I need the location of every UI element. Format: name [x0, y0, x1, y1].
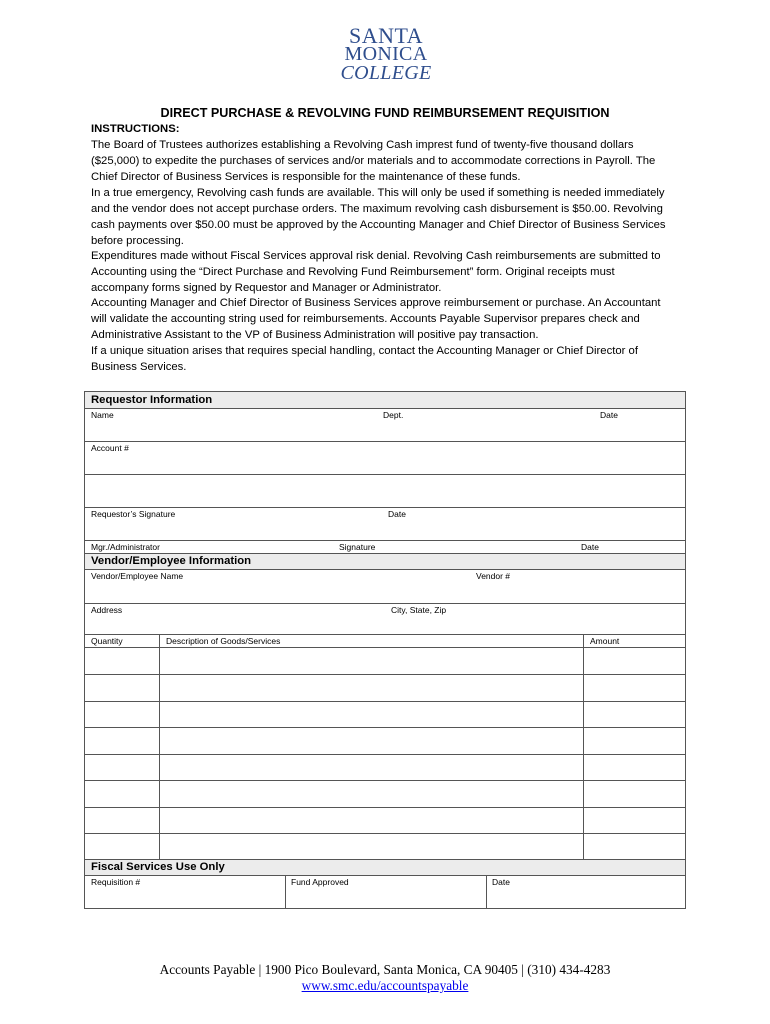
vendor-name-label: Vendor/Employee Name	[91, 571, 184, 581]
vendor-number-label: Vendor #	[476, 571, 511, 581]
instructions-paragraph-5: If a unique situation arises that requires special handling, contact the Accounting Manager or Chief Director of Business Services.	[91, 345, 638, 373]
accounts-payable-link[interactable]: www.smc.edu/accountspayable	[301, 978, 469, 993]
mgr-date-label: Date	[581, 542, 599, 552]
instructions-paragraph-4: Accounting Manager and Chief Director of Business Services approve reimbursement or purchase. An Accountant will validate the accounting string used for reimbursements. Accounts Payable Supervisor prepares check and Administrative Assistant to the VP of Business Administration will positive pay transaction.	[91, 297, 661, 341]
requestor-header: Requestor Information	[85, 392, 685, 408]
requestor-date-label: Date	[388, 509, 406, 519]
college-logo	[336, 23, 436, 84]
dept-label: Dept.	[383, 410, 404, 420]
footer-address: Accounts Payable | 1900 Pico Boulevard, Santa Monica, CA 90405 | (310) 434-4283	[159, 962, 611, 977]
mgr-admin-label: Mgr./Administrator	[91, 542, 160, 552]
quantity-header: Quantity	[91, 636, 123, 646]
instructions-heading: INSTRUCTIONS:	[91, 123, 180, 135]
address-label: Address	[91, 605, 123, 615]
fund-approved-label: Fund Approved	[291, 877, 349, 887]
requestor-signature-label: Requestor’s Signature	[91, 509, 176, 519]
instructions-paragraph-3: Expenditures made without Fiscal Services approval risk denial. Revolving Cash reimbursements are submitted to Accounting using the “Direct Purchase and Revolving Fund Reimbursement” form. Original receipts must accompany forms signed by Requestor and Manager or Administrator.	[91, 250, 661, 294]
amount-header: Amount	[590, 636, 620, 646]
document-title: DIRECT PURCHASE & REVOLVING FUND REIMBURSEMENT REQUISITION	[160, 106, 610, 120]
fiscal-date-label: Date	[492, 877, 510, 887]
city-state-zip-label: City, State, Zip	[391, 605, 447, 615]
signature-label: Signature	[339, 542, 376, 552]
fiscal-header: Fiscal Services Use Only	[85, 860, 685, 875]
footer-link-row	[0, 978, 770, 994]
vendor-header: Vendor/Employee Information	[85, 554, 685, 569]
account-label: Account #	[91, 443, 129, 453]
logo-line-1: SANTA	[348, 23, 424, 48]
date-label: Date	[600, 410, 618, 420]
instructions-paragraph-2: In a true emergency, Revolving cash funds are available. This will only be used if something is needed immediately and the vendor does not accept purchase orders. The maximum revolving cash disbursement is $50.00. Revolving cash payments over $50.00 must be approved by the Accounting Manager and Chief Director of Business Services before processing.	[91, 187, 666, 247]
name-label: Name	[91, 410, 114, 420]
requisition-label: Requisition #	[91, 877, 141, 887]
logo-line-2: MONICA	[344, 43, 428, 65]
description-header: Description of Goods/Services	[166, 636, 281, 646]
requisition-form	[84, 391, 686, 909]
logo-line-3: COLLEGE	[340, 62, 432, 84]
instructions-paragraph-1: The Board of Trustees authorizes establishing a Revolving Cash imprest fund of twenty-five thousand dollars ($25,000) to expedite the purchases of services and/or materials and to accommodate corrections in Payroll. The Chief Director of Business Services is responsible for the maintenance of these funds.	[91, 139, 656, 183]
